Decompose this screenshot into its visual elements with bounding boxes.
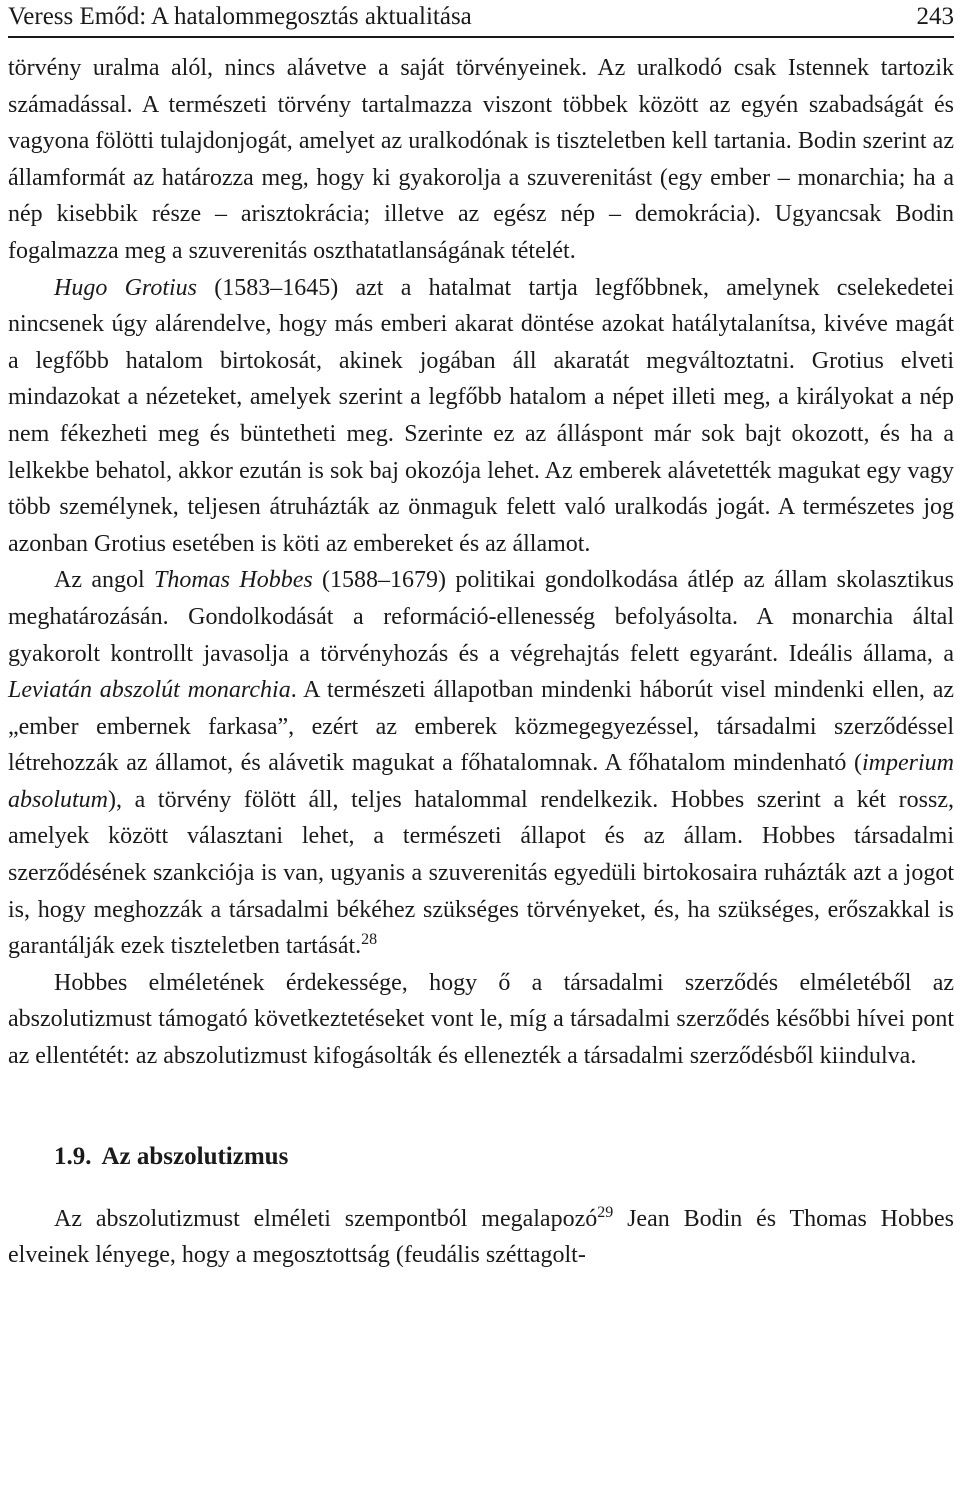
paragraph-hobbes xyxy=(8,562,954,965)
paragraph-text: Hobbes elméletének érdekessége, hogy ő a társadalmi szerződés elméletéből az abszolutizmust támogató következtetéseket vont le, míg a társadalmi szerződés későbbi hívei pont az ellentétét: az abszolutizmust kifogásolták és ellenezték a társadalmi szerződésből kiindulva. xyxy=(8,969,954,1070)
paragraph-text: Az angol xyxy=(54,567,154,594)
body-text xyxy=(8,50,954,1274)
italic-term-leviathan: Leviatán abszolút monarchia xyxy=(8,677,291,704)
footnote-ref-29: 29 xyxy=(597,1203,614,1221)
section-number: 1.9. xyxy=(54,1142,92,1170)
person-name-grotius: Hugo Grotius xyxy=(54,274,198,301)
paragraph-text: törvény uralma alól, nincs alávetve a saját törvényeinek. Az uralkodó csak Istennek tartozik számadással. A természeti törvény tartalmazza viszont többek között az egyén szabadságát és vagyona fölötti tulajdonjogát, amelyet az uralkodónak is tiszteletben kell tartania. Bodin szerint az államformát az határozza meg, hogy ki gyakorolja a szuverenitást (egy ember – monarchia; ha a nép kisebbik része – arisztokrácia; illetve az egész nép – demokrácia). Ugyancsak Bodin fogalmazza meg a szuverenitás oszthatatlanságának tételét. xyxy=(8,55,954,264)
page-number: 243 xyxy=(916,3,954,30)
paragraph-bodin xyxy=(8,50,954,270)
section-title: Az abszolutizmus xyxy=(101,1142,289,1170)
paragraph-text: (1583–1645) azt a hatalmat tartja legfőbbnek, amelynek cselekedetei nincsenek úgy alárendelve, hogy más emberi akarat döntése azokat hatálytalanítsa, kivéve magát a legfőbb hatalom birtokosát, akinek jogában áll akaratát megváltoztatni. Grotius elveti mindazokat a nézeteket, amelyek szerint a legfőbb hatalom a népet illeti meg, a királyokat a nép nem fékezheti meg és büntetheti meg. Szerinte ez az álláspont már sok bajt okozott, és ha a lelkekbe behatol, akkor ezután is sok baj okozója lehet. Az emberek alávetették magukat egy vagy több személynek, teljesen átruházták az önmaguk felett való uralkodás jogát. A természetes jog azonban Grotius esetében is köti az embereket és az államot. xyxy=(8,274,954,557)
paragraph-grotius xyxy=(8,270,954,563)
paragraph-absolutism xyxy=(8,1201,954,1274)
latin-term: imperium absolutum xyxy=(8,750,954,813)
book-page xyxy=(8,0,954,1496)
paragraph-text: . A természeti állapotban mindenki háborút visel mindenki ellen, az „ember embernek farkasa”, ezért az emberek közmegegyezéssel, társadalmi szerződéssel létrehozzák az államot, és alávetik magukat a főhatalomnak. A főhatalom mindenható ( xyxy=(8,677,955,777)
paragraph-text: Jean Bodin és Thomas Hobbes elveinek lényege, hogy a megosztottság (feudális széttagolt- xyxy=(8,1205,954,1269)
paragraph-text: (1588–1679) politikai gondolkodása átlép az állam skolasztikus meghatározásán. Gondolkodását a reformáció-ellenesség befolyásolta. A monarchia által gyakorolt kontrollt javasolja a törvényhozás és a végrehajtás felett egyaránt. Ideális állama, a xyxy=(8,567,955,667)
paragraph-hobbes-theory xyxy=(8,965,954,1075)
section-heading xyxy=(54,1139,954,1175)
person-name-hobbes: Thomas Hobbes xyxy=(154,567,313,594)
footnote-ref-28: 28 xyxy=(361,931,378,949)
running-head xyxy=(8,0,954,38)
paragraph-text: Az abszolutizmust elméleti szempontból megalapozó xyxy=(54,1205,598,1232)
running-head-title: Veress Emőd: A hatalommegosztás aktualitása xyxy=(8,3,472,30)
paragraph-text: ), a törvény fölött áll, teljes hatalommal rendelkezik. Hobbes szerint a két rossz, amelyek között választani lehet, a természeti állapot és az állam. Hobbes társadalmi szerződésének szankciója is van, ugyanis a szuverenitás egyedüli birtokosaira ruházták azt a jogot is, hogy meghozzák a társadalmi békéhez szükséges törvényeket, és, ha szükséges, erőszakkal is garantálják ezek tiszteletben tartását. xyxy=(8,786,954,960)
